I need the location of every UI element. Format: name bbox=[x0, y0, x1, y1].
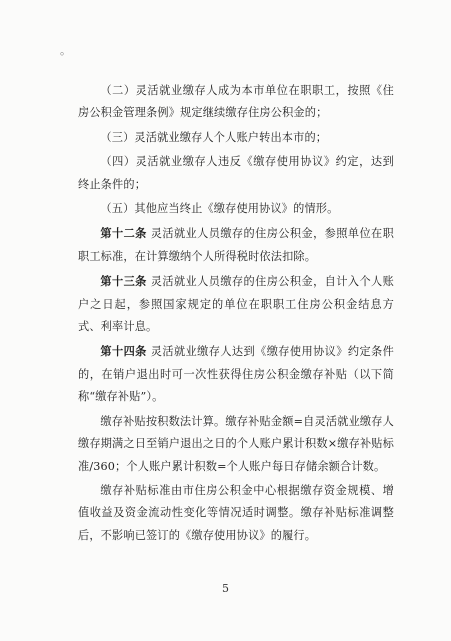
article-label: 第十二条 bbox=[100, 226, 147, 241]
paragraph-text: （四）灵活就业缴存人违反《缴存使用协议》约定，达到终止条件的； bbox=[78, 155, 394, 191]
article-text: 灵活就业人员缴存的住房公积金，自计入个人账户之日起，参照国家规定的单位在职职工住房公积金结息方式、利率计息。 bbox=[78, 275, 394, 334]
paragraph-text: 缴存补贴标准由市住房公积金中心根据缴存资金规模、增值收益及资金流动性变化等情况适时调整。缴存补贴标准调整后，不影响已签订的《缴存使用协议》的履行。 bbox=[78, 483, 394, 542]
article-thirteen bbox=[78, 270, 394, 338]
paragraph-termination-condition-2 bbox=[78, 80, 394, 125]
paragraph-text: 缴存补贴按积数法计算。缴存补贴金额=自灵活就业缴存人缴存期满之日至销户退出之日的个人账户累计积数×缴存补贴标准/360；个人账户累计积数=个人账户每日存储余额合计数。 bbox=[78, 414, 394, 473]
article-twelve bbox=[78, 222, 394, 268]
article-text: 灵活就业人员缴存的住房公积金，参照单位在职职工标准，在计算缴纳个人所得税时依法扣除。 bbox=[78, 227, 394, 263]
paragraph-text: （二）灵活就业缴存人成为本市单位在职职工，按照《住房公积金管理条例》规定继续缴存住房公积金的； bbox=[78, 84, 394, 120]
article-label: 第十四条 bbox=[100, 344, 147, 359]
document-body bbox=[78, 80, 394, 549]
paragraph-termination-condition-4 bbox=[78, 151, 394, 196]
calculation-paragraph bbox=[78, 411, 394, 478]
article-label: 第十三条 bbox=[100, 274, 147, 289]
paragraph-termination-condition-3 bbox=[78, 127, 394, 149]
paragraph-text: （五）其他应当终止《缴存使用协议》的情形。 bbox=[100, 202, 339, 216]
adjustment-paragraph bbox=[78, 480, 394, 547]
top-mark: 。 bbox=[60, 44, 71, 57]
article-fourteen bbox=[78, 340, 394, 408]
article-text: 灵活就业缴存人达到《缴存使用协议》约定条件的，在销户退出时可一次性获得住房公积金缴存补贴（以下简称“缴存补贴”）。 bbox=[78, 345, 394, 404]
paragraph-text: （三）灵活就业缴存人个人账户转出本市的； bbox=[100, 130, 328, 144]
paragraph-termination-condition-5 bbox=[78, 198, 394, 220]
page-number: 5 bbox=[222, 582, 229, 595]
